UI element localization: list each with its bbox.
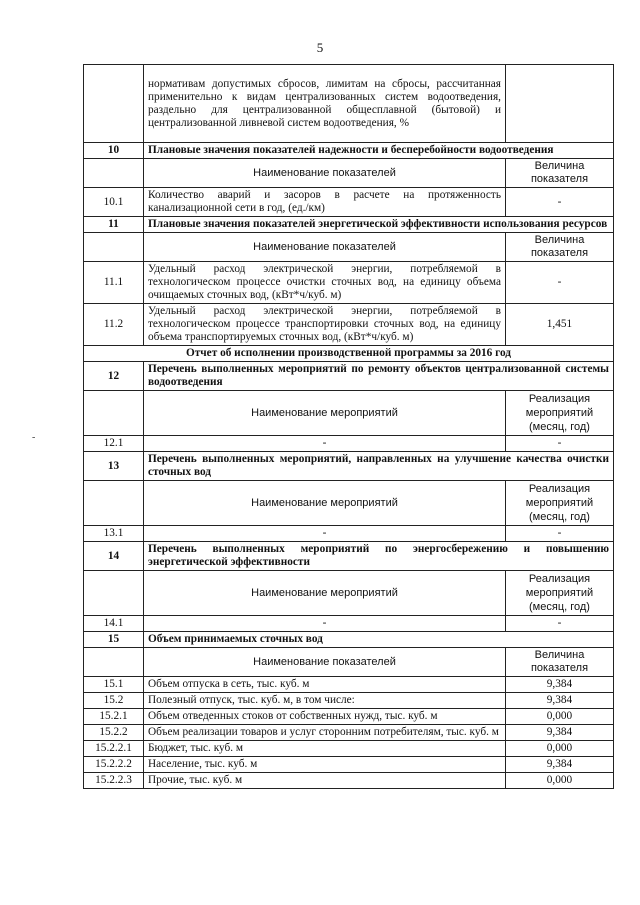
section-number: 11: [84, 217, 144, 233]
row-value-cell: 9,384: [506, 757, 614, 773]
scan-mark: -: [32, 432, 36, 443]
section-title: Плановые значения показателей надежности и бесперебойности водоотведения: [144, 143, 614, 159]
column-header-row: [84, 571, 614, 616]
report-title-row: [84, 346, 614, 362]
column-header-name: Наименование мероприятий: [144, 481, 506, 526]
row-name-cell: Полезный отпуск, тыс. куб. м, в том числе:: [144, 693, 506, 709]
table-row: [84, 616, 614, 632]
row-value-cell: -: [506, 616, 614, 632]
row-name-cell: -: [144, 526, 506, 542]
section-number: 12: [84, 362, 144, 391]
row-name-cell: -: [144, 616, 506, 632]
section-header-row: [84, 143, 614, 159]
row-name-cell: Объем отведенных стоков от собственных нужд, тыс. куб. м: [144, 709, 506, 725]
section-title: Перечень выполненных мероприятий по ремонту объектов централизованной системы водоотведения: [144, 362, 614, 391]
row-value-cell: 9,384: [506, 693, 614, 709]
row-name-cell: Объем реализации товаров и услуг сторонним потребителям, тыс. куб. м: [144, 725, 506, 741]
section-number: 14: [84, 542, 144, 571]
table-row: [84, 709, 614, 725]
column-header-row: [84, 481, 614, 526]
empty-cell: [84, 233, 144, 262]
row-number-cell: [84, 65, 144, 143]
row-value-cell: 0,000: [506, 773, 614, 789]
table-row: [84, 65, 614, 143]
section-header-row: [84, 217, 614, 233]
table-row: [84, 693, 614, 709]
section-title: Перечень выполненных мероприятий, направленных на улучшение качества очистки сточных вод: [144, 452, 614, 481]
row-number-cell: 11.2: [84, 304, 144, 346]
column-header-row: [84, 391, 614, 436]
column-header-name: Наименование показателей: [144, 648, 506, 677]
column-header-name: Наименование мероприятий: [144, 571, 506, 616]
table-row: [84, 773, 614, 789]
table-row: [84, 526, 614, 542]
row-value-cell: -: [506, 262, 614, 304]
row-value-cell: 0,000: [506, 709, 614, 725]
report-title: Отчет об исполнении производственной программы за 2016 год: [84, 346, 614, 362]
column-header-value: Реализация мероприятий (месяц, год): [506, 571, 614, 616]
empty-cell: [84, 391, 144, 436]
row-number-cell: 15.1: [84, 677, 144, 693]
column-header-value: Реализация мероприятий (месяц, год): [506, 481, 614, 526]
row-name-cell: Удельный расход электрической энергии, потребляемой в технологическом процессе транспортировки сточных вод, на единицу объема транспортируемых сточных вод, (кВт*ч/куб. м): [144, 304, 506, 346]
table-row: [84, 304, 614, 346]
row-value-cell: -: [506, 436, 614, 452]
column-header-name: Наименование показателей: [144, 159, 506, 188]
section-number: 10: [84, 143, 144, 159]
empty-cell: [84, 481, 144, 526]
row-name-cell: Прочие, тыс. куб. м: [144, 773, 506, 789]
column-header-row: [84, 233, 614, 262]
row-number-cell: 15.2: [84, 693, 144, 709]
row-name-cell: Объем отпуска в сеть, тыс. куб. м: [144, 677, 506, 693]
row-number-cell: 11.1: [84, 262, 144, 304]
row-value-cell: -: [506, 526, 614, 542]
row-number-cell: 15.2.2: [84, 725, 144, 741]
section-header-row: [84, 362, 614, 391]
row-value-cell: 0,000: [506, 741, 614, 757]
column-header-value: Реализация мероприятий (месяц, год): [506, 391, 614, 436]
row-name-cell: Население, тыс. куб. м: [144, 757, 506, 773]
row-number-cell: 15.2.2.1: [84, 741, 144, 757]
row-value-cell: 1,451: [506, 304, 614, 346]
row-number-cell: 15.2.2.3: [84, 773, 144, 789]
table-row: [84, 757, 614, 773]
section-header-row: [84, 632, 614, 648]
row-number-cell: 10.1: [84, 188, 144, 217]
table-row: [84, 188, 614, 217]
page-number: 5: [316, 40, 324, 55]
empty-cell: [84, 648, 144, 677]
table-row: [84, 262, 614, 304]
section-header-row: [84, 452, 614, 481]
row-value-cell: 9,384: [506, 725, 614, 741]
column-header-row: [84, 648, 614, 677]
section-number: 15: [84, 632, 144, 648]
table-row: [84, 677, 614, 693]
row-number-cell: 13.1: [84, 526, 144, 542]
indicators-table: [83, 64, 614, 789]
row-value-cell: -: [506, 188, 614, 217]
row-number-cell: 15.2.2.2: [84, 757, 144, 773]
row-name-cell: Удельный расход электрической энергии, потребляемой в технологическом процессе очистки сточных вод, на единицу объема очищаемых сточных вод, (кВт*ч/куб. м): [144, 262, 506, 304]
column-header-value: Величина показателя: [506, 233, 614, 262]
table-row: [84, 741, 614, 757]
empty-cell: [84, 571, 144, 616]
row-number-cell: 14.1: [84, 616, 144, 632]
column-header-row: [84, 159, 614, 188]
section-number: 13: [84, 452, 144, 481]
table-row: [84, 725, 614, 741]
section-header-row: [84, 542, 614, 571]
column-header-value: Величина показателя: [506, 648, 614, 677]
row-value-cell: [506, 65, 614, 143]
table-row: [84, 436, 614, 452]
column-header-value: Величина показателя: [506, 159, 614, 188]
section-title: Перечень выполненных мероприятий по энергосбережению и повышению энергетической эффективности: [144, 542, 614, 571]
row-name-cell: Бюджет, тыс. куб. м: [144, 741, 506, 757]
row-name-cell: Количество аварий и засоров в расчете на протяженность канализационной сети в год, (ед./км): [144, 188, 506, 217]
row-value-cell: 9,384: [506, 677, 614, 693]
empty-cell: [84, 159, 144, 188]
row-name-cell: нормативам допустимых сбросов, лимитам на сбросы, рассчитанная применительно к видам централизованных систем водоотведения, раздельно для централизованной общесплавной (бытовой) и централизованной ливневой систем водоотведения, %: [144, 65, 506, 143]
row-number-cell: 12.1: [84, 436, 144, 452]
section-title: Объем принимаемых сточных вод: [144, 632, 614, 648]
section-title: Плановые значения показателей энергетической эффективности использования ресурсов: [144, 217, 614, 233]
column-header-name: Наименование показателей: [144, 233, 506, 262]
row-number-cell: 15.2.1: [84, 709, 144, 725]
column-header-name: Наименование мероприятий: [144, 391, 506, 436]
row-name-cell: -: [144, 436, 506, 452]
